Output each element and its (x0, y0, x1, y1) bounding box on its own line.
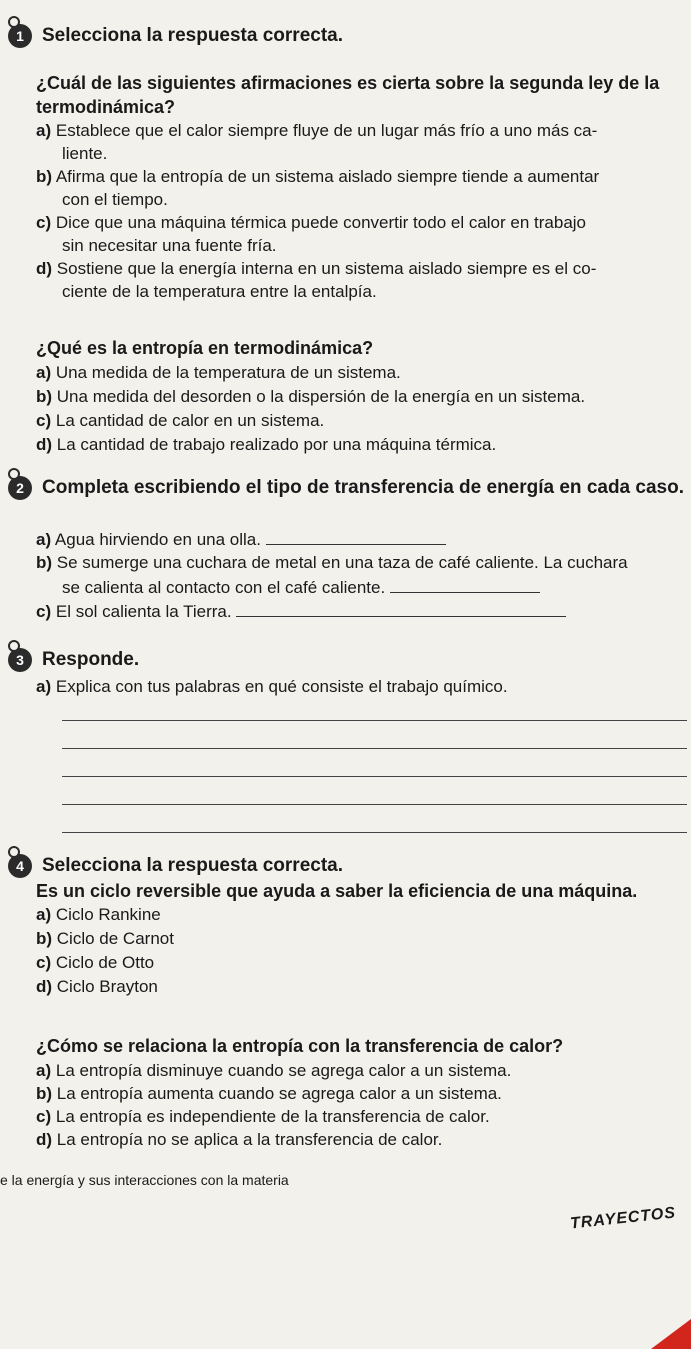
option-d[interactable]: d) La cantidad de trabajo realizado por una máquina térmica. (36, 435, 497, 454)
answer-line[interactable] (62, 776, 687, 777)
fill-item-b-cont: se calienta al contacto con el café caliente. (62, 576, 540, 599)
answer-line[interactable] (62, 804, 687, 805)
fill-item-a: a) Agua hirviendo en una olla. (36, 528, 446, 551)
option-c[interactable]: c) Dice que una máquina térmica puede convertir todo el calor en trabajo (36, 213, 587, 232)
option-b-cont: con el tiempo. (62, 190, 168, 209)
option-c[interactable]: c) Ciclo de Otto (36, 953, 155, 972)
option-d[interactable]: d) Ciclo Brayton (36, 977, 158, 996)
answer-line[interactable] (62, 832, 687, 833)
question-text: ¿Cómo se relaciona la entropía con la transferencia de calor? (36, 1036, 564, 1056)
section-title: Selecciona la respuesta correcta. (42, 855, 343, 876)
answer-blank[interactable] (236, 600, 566, 617)
answer-blank[interactable] (390, 576, 540, 593)
corner-decoration (651, 1319, 691, 1349)
fill-item-c: c) El sol calienta la Tierra. (36, 600, 566, 623)
section-2-header (8, 476, 684, 500)
option-c[interactable]: c) La entropía es independiente de la transferencia de calor. (36, 1107, 490, 1126)
option-c-cont: sin necesitar una fuente fría. (62, 236, 277, 255)
section-number-badge: 1 (8, 24, 32, 48)
section-number-badge: 3 (8, 648, 32, 672)
section-title: Selecciona la respuesta correcta. (42, 25, 343, 46)
answer-line[interactable] (62, 748, 687, 749)
question-text-cont: termodinámica? (36, 97, 176, 117)
section-number-badge: 4 (8, 854, 32, 878)
option-b[interactable]: b) Ciclo de Carnot (36, 929, 174, 948)
option-a[interactable]: a) Establece que el calor siempre fluye de un lugar más frío a uno más ca- (36, 121, 598, 140)
question-text: Es un ciclo reversible que ayuda a saber la eficiencia de una máquina. (36, 881, 638, 901)
option-a-cont: liente. (62, 144, 108, 163)
option-d[interactable]: d) La entropía no se aplica a la transferencia de calor. (36, 1130, 443, 1149)
section-number-badge: 2 (8, 476, 32, 500)
option-b[interactable]: b) Una medida del desorden o la dispersión de la energía en un sistema. (36, 387, 586, 406)
option-a[interactable]: a) Una medida de la temperatura de un sistema. (36, 363, 401, 382)
option-d-cont: ciente de la temperatura entre la entalpía. (62, 282, 377, 301)
footer-text: e la energía y sus interacciones con la materia (0, 1172, 289, 1188)
option-c[interactable]: c) La cantidad de calor en un sistema. (36, 411, 325, 430)
brand-logo: TRAYECTOS (569, 1204, 677, 1233)
section-4-header (8, 854, 343, 878)
fill-item-b: b) Se sumerge una cuchara de metal en una taza de café caliente. La cuchara (36, 553, 628, 572)
answer-blank[interactable] (266, 528, 446, 545)
option-b[interactable]: b) La entropía aumenta cuando se agrega calor a un sistema. (36, 1084, 502, 1103)
response-item-a: a) Explica con tus palabras en qué consiste el trabajo químico. (36, 677, 508, 696)
section-3-header (8, 648, 139, 672)
option-a[interactable]: a) Ciclo Rankine (36, 905, 161, 924)
question-text: ¿Qué es la entropía en termodinámica? (36, 338, 374, 358)
section-title: Completa escribiendo el tipo de transferencia de energía en cada caso. (42, 477, 684, 498)
answer-line[interactable] (62, 720, 687, 721)
option-a[interactable]: a) La entropía disminuye cuando se agrega calor a un sistema. (36, 1061, 512, 1080)
question-text: ¿Cuál de las siguientes afirmaciones es cierta sobre la segunda ley de la (36, 73, 660, 93)
section-title: Responde. (42, 649, 140, 670)
option-b[interactable]: b) Afirma que la entropía de un sistema aislado siempre tiende a aumentar (36, 167, 600, 186)
option-d[interactable]: d) Sostiene que la energía interna en un sistema aislado siempre es el co- (36, 259, 597, 278)
section-1-header (8, 24, 343, 48)
